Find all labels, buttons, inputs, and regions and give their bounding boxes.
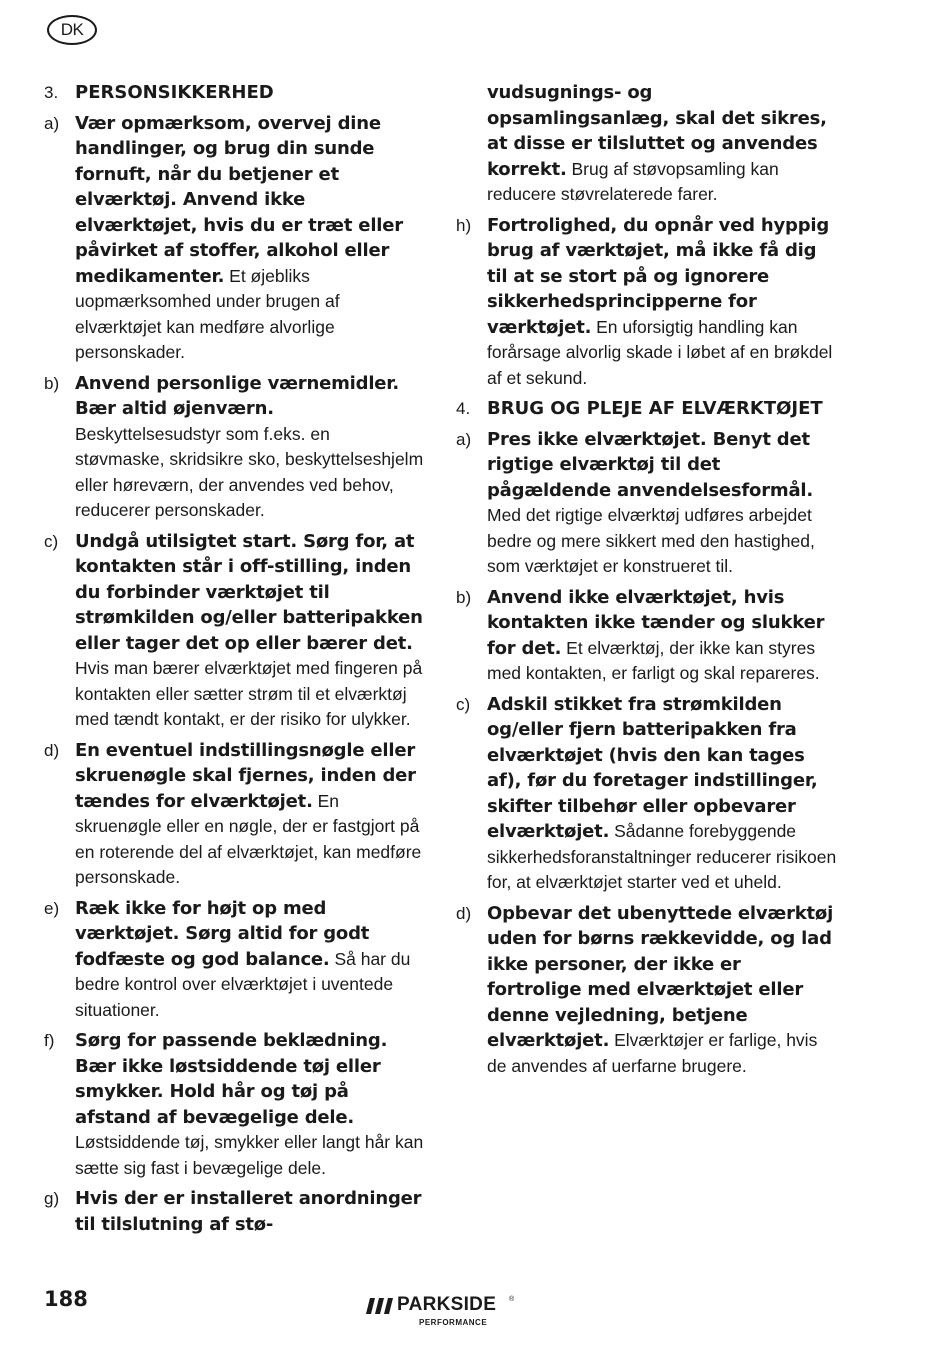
- item-text: Et elværktøj, der ikke kan styres med kontakten, er farligt og skal repareres.: [487, 637, 820, 683]
- section-heading-personal-safety: [44, 80, 424, 106]
- brand-subtitle: PERFORMANCE: [419, 1318, 488, 1327]
- item-label: e): [44, 898, 60, 918]
- item-label: g): [44, 1189, 60, 1208]
- item-text: En skruenøgle eller en nøgle, der er fastgjort på en roterende del af elværktøjet, kan medføre personskade.: [75, 790, 422, 887]
- item-text: Brug af støvopsamling kan reducere støvrelaterede farer.: [487, 158, 779, 204]
- item-label: d): [44, 740, 60, 760]
- item-bold-text: Pres ikke elværktøjet. Benyt det rigtige elværktøj til det pågældende anvendelsesformål.: [487, 428, 814, 501]
- list-item: [44, 1028, 424, 1181]
- item-bold-text: Anvend personlige værnemidler. Bær altid øjenværn.: [75, 372, 400, 419]
- item-text: Så har du bedre kontrol over elværktøjet i uventede situationer.: [75, 948, 411, 1020]
- list-item: [456, 213, 840, 392]
- list-item: [44, 738, 424, 891]
- list-item: [456, 585, 840, 687]
- list-item: [44, 896, 424, 1024]
- brand-logo: [366, 1296, 518, 1332]
- item-text: Løstsiddende tøj, smykker eller langt hår kan sætte sig fast i bevægelige dele.: [75, 1132, 424, 1178]
- item-label: h): [456, 215, 472, 235]
- item-bold-text: Fortrolighed, du opnår ved hyppig brug af værktøjet, må ikke få dig til at se stort på og ignorere sikkerhedsprincipperne for værktøjet.: [487, 214, 830, 338]
- item-text: Med det rigtige elværktøj udføres arbejdet bedre og mere sikkert med den hastighed, som værktøjet er konstrueret til.: [487, 505, 815, 576]
- item-label: b): [456, 587, 472, 607]
- section-number: 4.: [456, 399, 471, 418]
- item-text: Et øjebliks uopmærksomhed under brugen af elværktøjet kan medføre alvorlige personskader.: [75, 265, 340, 362]
- list-item: [44, 111, 424, 366]
- language-badge: DK: [47, 15, 97, 45]
- registered-mark: ®: [509, 1296, 515, 1303]
- list-item: [44, 371, 424, 524]
- item-bold-text: Ræk ikke for højt op med værktøjet. Sørg altid for godt fodfæste og god balance.: [75, 897, 370, 970]
- section-title: PERSONSIKKERHED: [75, 82, 274, 103]
- section-number: 3.: [44, 83, 59, 102]
- list-item: [456, 901, 840, 1080]
- item-label: c): [44, 531, 59, 551]
- list-item: [44, 1186, 424, 1237]
- item-label: c): [456, 694, 471, 714]
- item-label: d): [456, 903, 472, 923]
- brand-name: PARKSIDE: [397, 1294, 497, 1315]
- item-label: f): [44, 1031, 55, 1050]
- section-title: BRUG OG PLEJE AF ELVÆRKTØJET: [487, 398, 823, 419]
- left-column: [44, 80, 424, 1242]
- item-bold-text: Adskil stikket fra strømkilden og/eller fjern batteripakken fra elværktøjet (hvis den kan tages af), før du foretager indstillinger, skifter tilbehør eller opbevarer elværktøjet.: [487, 693, 818, 842]
- item-text: Sådanne forebyggende sikkerhedsforanstaltninger reducerer risikoen for, at elværktøjet starter ved et uheld.: [487, 821, 837, 892]
- item-label: a): [456, 429, 472, 449]
- item-bold-text: Undgå utilsigtet start. Sørg for, at kontakten står i off-stilling, inden du forbinder værktøjet til strømkilden og/eller batteripakken eller tager det op eller bærer det.: [75, 530, 423, 654]
- section-heading-tool-use: [456, 396, 840, 422]
- item-bold-text: En eventuel indstillingsnøgle eller skruenøgle skal fjernes, inden der tændes for elværktøjet.: [75, 739, 416, 812]
- item-bold-text: Opbevar det ubenyttede elværktøj uden for børns rækkevidde, og lad ikke personer, der ikke er fortrolige med elværktøjet eller denne vejledning, betjene elværktøjet.: [487, 902, 834, 1051]
- item-text: Hvis man bærer elværktøjet med fingeren på kontakten eller sætter strøm til et elværktøj med tændt kontakt, er der risiko for ulykker.: [75, 658, 423, 729]
- right-column: [456, 80, 840, 1084]
- item-bold-text: Anvend ikke elværktøjet, hvis kontakten ikke tænder og slukker for det.: [487, 586, 825, 659]
- item-text: Elværktøjer er farlige, hvis de anvendes af uerfarne brugere.: [487, 1030, 818, 1076]
- item-text: Beskyttelsesudstyr som f.eks. en støvmaske, skridsikre sko, beskyttelseshjelm eller høreværn, der anvendes ved behov, reducerer personskader.: [75, 423, 424, 520]
- item-bold-text: Sørg for passende beklædning. Bær ikke løstsiddende tøj eller smykker. Hold hår og tøj på afstand af bevægelige dele.: [75, 1030, 388, 1128]
- list-item: [456, 427, 840, 580]
- item-label: a): [44, 113, 60, 133]
- list-item: [44, 529, 424, 733]
- item-label: b): [44, 373, 60, 393]
- logo-stripes-icon: [366, 1298, 394, 1314]
- item-bold-text: Hvis der er installeret anordninger til tilslutning af stø-: [75, 1188, 422, 1235]
- item-bold-text: vudsugnings- og opsamlingsanlæg, skal det sikres, at disse er tilsluttet og anvendes korrekt.: [487, 82, 827, 180]
- list-item: [456, 692, 840, 896]
- item-text: En uforsigtig handling kan forårsage alvorlig skade i løbet af en brøkdel af et sekund.: [487, 316, 833, 388]
- item-bold-text: Vær opmærksom, overvej dine handlinger, og brug din sunde fornuft, når du betjener et elværktøj. Anvend ikke elværktøjet, hvis du er træt eller påvirket af stoffer, alkohol eller medikamenter.: [75, 112, 403, 287]
- list-item-continuation: [456, 80, 840, 208]
- page-number: 188: [44, 1287, 88, 1311]
